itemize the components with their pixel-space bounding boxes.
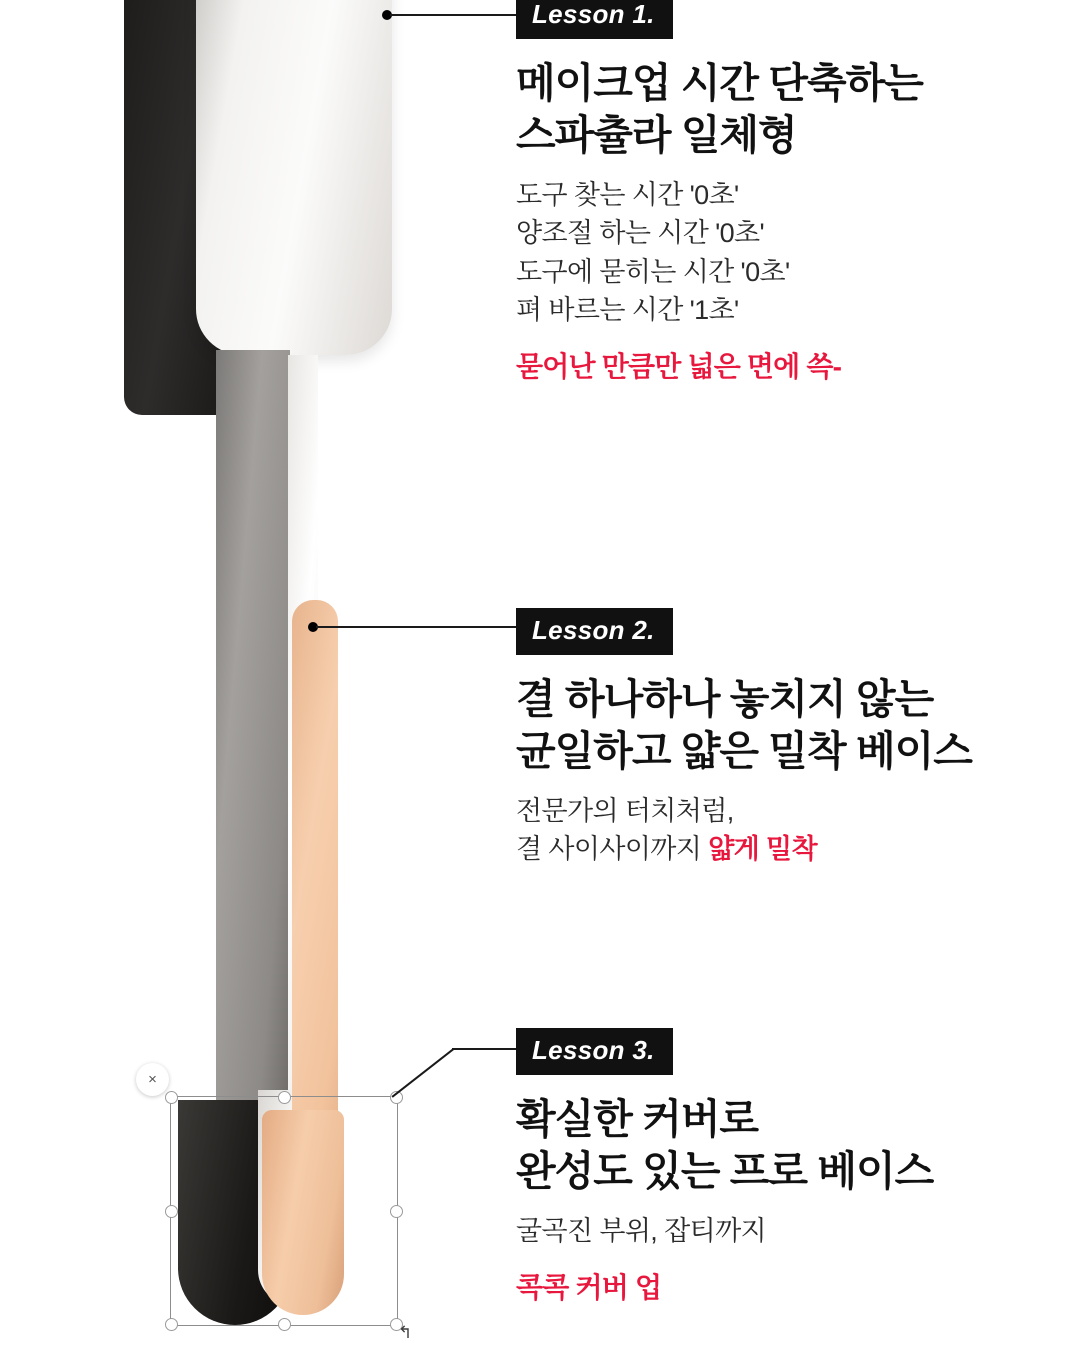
lesson-block-2 [516, 608, 1056, 869]
resize-handle-middle-left[interactable] [165, 1205, 178, 1218]
lesson-title-line: 결 하나하나 놓치지 않는 [516, 676, 934, 722]
lesson-title-2 [516, 673, 1056, 778]
lesson-body-highlight: 얇게 밀착 [708, 834, 818, 865]
spatula-light-blade [196, 0, 392, 355]
lesson-body-line: 도구에 묻히는 시간 '0초' [516, 256, 790, 287]
lesson-block-1 [516, 0, 1056, 385]
lesson-title-3 [516, 1093, 1056, 1198]
lesson-body-line: 펴 바르는 시간 '1초' [516, 294, 739, 325]
leader-segment-3b [452, 1048, 522, 1050]
lesson-tag-1: Lesson 1. [516, 0, 673, 39]
lesson-title-1 [516, 57, 1056, 162]
lesson-body-prefix: 결 사이사이까지 [516, 834, 709, 865]
lesson-title-line: 균일하고 얇은 밀착 베이스 [516, 728, 972, 775]
image-selection-box[interactable] [170, 1096, 398, 1326]
lesson-body-line: 전문가의 터치처럼, [516, 795, 734, 826]
leader-line-2 [308, 620, 522, 634]
lesson-highlight-3: 콕콕 커버 업 [516, 1272, 662, 1304]
leader-segment-1 [390, 14, 522, 16]
lesson-body-line: 도구 찾는 시간 '0초' [516, 179, 739, 210]
resize-handle-bottom-center[interactable] [278, 1318, 291, 1331]
rotate-icon[interactable]: ↰ [398, 1323, 413, 1342]
close-icon[interactable]: × [136, 1063, 169, 1096]
lesson-block-3 [516, 1028, 1056, 1306]
lesson-body-1 [516, 176, 1056, 329]
leader-line-3 [392, 1040, 522, 1110]
lesson-body-line: 양조절 하는 시간 '0초' [516, 218, 765, 249]
lesson-title-line: 메이크업 시간 단축하는 [516, 60, 923, 106]
lesson-highlight-1: 묻어난 만큼만 넓은 면에 쓱- [516, 351, 842, 383]
resize-handle-bottom-left[interactable] [165, 1318, 178, 1331]
lesson-body-line-mixed [516, 830, 1056, 868]
resize-handle-top-center[interactable] [278, 1091, 291, 1104]
leader-segment-2 [316, 626, 522, 628]
leader-line-1 [382, 8, 522, 22]
lesson-body-line: 굴곡진 부위, 잡티까지 [516, 1215, 767, 1246]
leader-segment-3a [392, 1048, 454, 1097]
lesson-tag-2: Lesson 2. [516, 608, 673, 655]
lesson-body-3 [516, 1212, 1056, 1250]
lesson-title-line: 스파츌라 일체형 [516, 112, 797, 159]
lesson-body-2 [516, 792, 1056, 869]
lesson-tag-3: Lesson 3. [516, 1028, 673, 1075]
resize-handle-top-left[interactable] [165, 1091, 178, 1104]
lesson-title-line: 확실한 커버로 [516, 1096, 759, 1142]
lesson-title-line: 완성도 있는 프로 베이스 [516, 1148, 934, 1195]
resize-handle-middle-right[interactable] [390, 1205, 403, 1218]
